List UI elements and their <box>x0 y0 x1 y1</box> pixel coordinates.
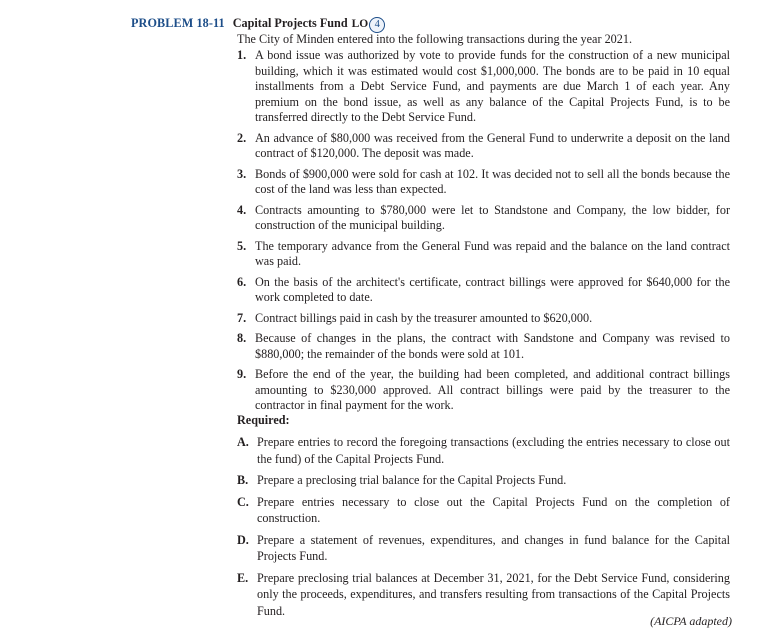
transaction-text: Contracts amounting to $780,000 were let to Standstone and Company, the low bidder, for construction of the municipal building. <box>255 202 730 232</box>
transaction-item <box>237 131 730 162</box>
requirement-text: Prepare preclosing trial balances at December 31, 2021, for the Debt Service Fund, considering only the proceeds, expenditures, and transfers resulting from transactions of the Capital Projects Fund. <box>257 570 730 618</box>
requirement-item <box>237 532 730 565</box>
problem-header <box>131 15 385 33</box>
transaction-text: Bonds of $900,000 were sold for cash at 102. It was decided not to sell all the bonds because the cost of the land was less than expected. <box>255 166 730 196</box>
requirement-text: Prepare a preclosing trial balance for the Capital Projects Fund. <box>257 473 567 487</box>
problem-title: Capital Projects Fund <box>232 16 348 30</box>
transaction-text: On the basis of the architect's certificate, contract billings were approved for $640,000 for the work completed to date. <box>255 274 730 304</box>
transaction-number: 4. <box>237 202 247 217</box>
requirement-item <box>237 570 730 620</box>
transaction-number: 2. <box>237 130 247 145</box>
transaction-item <box>237 203 730 234</box>
learning-objective-number: 4 <box>369 17 385 33</box>
transaction-item <box>237 167 730 198</box>
requirement-item <box>237 494 730 527</box>
requirement-item <box>237 472 730 489</box>
requirement-letter: D. <box>237 532 249 547</box>
requirement-text: Prepare entries to record the foregoing transactions (excluding the entries necessary to close out the fund) of the Capital Projects Fund. <box>257 435 730 466</box>
transaction-number: 1. <box>237 48 247 62</box>
transaction-item <box>237 331 730 362</box>
requirements-list <box>237 434 730 619</box>
transaction-item <box>237 48 730 126</box>
requirement-text: Prepare a statement of revenues, expenditures, and changes in fund balance for the Capital Projects Fund. <box>257 532 730 563</box>
transaction-number: 9. <box>237 367 247 381</box>
transaction-item <box>237 239 730 270</box>
requirement-item <box>237 434 730 467</box>
transaction-text: The temporary advance from the General Fund was repaid and the balance on the land contract was paid. <box>255 238 730 268</box>
problem-intro: The City of Minden entered into the following transactions during the year 2021. <box>237 32 632 46</box>
requirement-letter: B. <box>237 473 249 487</box>
transaction-number: 6. <box>237 274 247 289</box>
source-attribution: (AICPA adapted) <box>650 614 732 628</box>
transaction-text: Because of changes in the plans, the contract with Sandstone and Company was revised to $880,000; the remainder of the bonds were sold at 101. <box>255 331 730 361</box>
transaction-number: 3. <box>237 166 247 181</box>
transaction-text: A bond issue was authorized by vote to provide funds for the construction of a new municipal building, which it was estimated would cost $1,000,000. The bonds are to be paid in 10 equal installments from a Debt Service Fund, and payments are due March 1 of each year. Any premium on the bond issue, as well as any balance of the Capital Projects Fund, is to be transferred directly to the Debt Service Fund. <box>255 48 730 124</box>
transaction-item <box>237 367 730 414</box>
transaction-list <box>237 48 730 414</box>
problem-label: PROBLEM 18-11 <box>131 16 225 30</box>
transaction-item <box>237 275 730 306</box>
requirement-letter: E. <box>237 570 249 585</box>
transaction-number: 8. <box>237 331 247 345</box>
transaction-number: 7. <box>237 310 247 325</box>
transaction-text: Contract billings paid in cash by the treasurer amounted to $620,000. <box>255 310 593 325</box>
transaction-text: Before the end of the year, the building had been completed, and additional contract billings amounting to $230,000 approved. All contract billings were paid by the treasurer to the contractor in final payment for the work. <box>255 367 730 412</box>
transaction-text: An advance of $80,000 was received from the General Fund to underwrite a deposit on the land contract of $120,000. The deposit was made. <box>255 130 730 160</box>
transaction-item <box>237 311 730 327</box>
required-heading: Required: <box>237 413 290 427</box>
requirement-letter: C. <box>237 494 249 509</box>
learning-objective-label: LO <box>351 18 369 30</box>
requirement-text: Prepare entries necessary to close out the Capital Projects Fund on the completion of construction. <box>257 494 730 525</box>
transaction-number: 5. <box>237 238 247 253</box>
requirement-letter: A. <box>237 435 249 449</box>
